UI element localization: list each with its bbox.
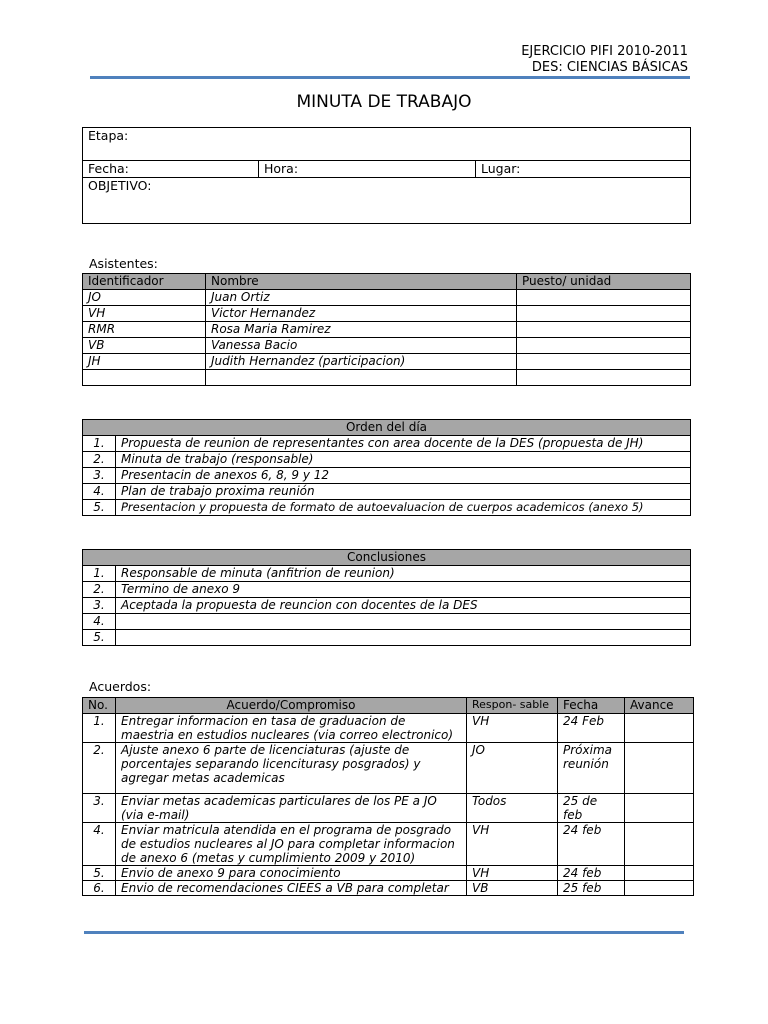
- orden-num: 5.: [83, 500, 116, 516]
- conclusiones-header: Conclusiones: [83, 550, 691, 566]
- acuerdo-responsable: VH: [467, 714, 558, 743]
- asistente-nombre: Juan Ortiz: [206, 290, 517, 306]
- acuerdo-text: Envio de recomendaciones CIEES a VB para completar: [116, 881, 467, 896]
- acuerdo-avance: [625, 714, 694, 743]
- conclusion-num: 3.: [83, 598, 116, 614]
- acuerdo-fecha: 25 feb: [558, 881, 625, 896]
- conclusion-item: Aceptada la propuesta de reuncion con docentes de la DES: [116, 598, 691, 614]
- acuerdo-num: 3.: [83, 794, 116, 823]
- acuerdo-num: 6.: [83, 881, 116, 896]
- orden-item: Plan de trabajo proxima reunión: [116, 484, 691, 500]
- acuerdo-num: 2.: [83, 743, 116, 794]
- table-row: [83, 500, 691, 516]
- asistente-id: RMR: [83, 322, 206, 338]
- conclusion-num: 4.: [83, 614, 116, 630]
- acuerdos-header-fecha: Fecha: [558, 698, 625, 714]
- acuerdo-responsable: VB: [467, 881, 558, 896]
- table-row: [83, 452, 691, 468]
- acuerdo-text: Enviar matricula atendida en el programa de posgrado de estudios nucleares al JO para completar informacion de anexo 6 (metas y cumplimiento 2009 y 2010): [116, 823, 467, 866]
- acuerdo-fecha: Próxima reunión: [558, 743, 625, 794]
- orden-num: 1.: [83, 436, 116, 452]
- asistentes-label: Asistentes:: [89, 256, 158, 271]
- acuerdo-text: Enviar metas academicas particulares de los PE a JO (via e-mail): [116, 794, 467, 823]
- acuerdo-fecha: 24 feb: [558, 866, 625, 881]
- asistente-puesto: [517, 354, 691, 370]
- table-row: [83, 566, 691, 582]
- conclusion-item: [116, 630, 691, 646]
- acuerdo-avance: [625, 823, 694, 866]
- asistentes-header-puesto: Puesto/ unidad: [517, 274, 691, 290]
- acuerdo-fecha: 24 Feb: [558, 714, 625, 743]
- asistente-puesto: [517, 306, 691, 322]
- acuerdo-num: 5.: [83, 866, 116, 881]
- table-row: [83, 290, 691, 306]
- table-row: [83, 823, 694, 866]
- conclusion-num: 5.: [83, 630, 116, 646]
- table-row: [83, 866, 694, 881]
- orden-item: Presentacion y propuesta de formato de autoevaluacion de cuerpos academicos (anexo 5): [116, 500, 691, 516]
- conclusion-item: [116, 614, 691, 630]
- acuerdo-responsable: VH: [467, 866, 558, 881]
- acuerdo-fecha: 24 feb: [558, 823, 625, 866]
- acuerdos-header-responsable: Respon- sable: [467, 698, 558, 714]
- asistente-nombre: Victor Hernandez: [206, 306, 517, 322]
- acuerdo-avance: [625, 794, 694, 823]
- table-row: [83, 743, 694, 794]
- asistente-id: VB: [83, 338, 206, 354]
- acuerdo-responsable: VH: [467, 823, 558, 866]
- acuerdo-responsable: JO: [467, 743, 558, 794]
- conclusiones-table: [82, 549, 691, 646]
- table-row: [83, 582, 691, 598]
- table-row: [83, 436, 691, 452]
- header-line-2: DES: CIENCIAS BÁSICAS: [531, 60, 688, 75]
- asistente-nombre: Vanessa Bacio: [206, 338, 517, 354]
- info-table: [82, 127, 691, 224]
- asistente-id: VH: [83, 306, 206, 322]
- fecha-label: Fecha:: [83, 161, 259, 178]
- asistentes-table: [82, 273, 691, 386]
- table-row: [83, 794, 694, 823]
- asistente-nombre: Judith Hernandez (participacion): [206, 354, 517, 370]
- asistente-nombre: [206, 370, 517, 386]
- orden-item: Minuta de trabajo (responsable): [116, 452, 691, 468]
- asistente-puesto: [517, 322, 691, 338]
- acuerdo-avance: [625, 866, 694, 881]
- orden-item: Presentacin de anexos 6, 8, 9 y 12: [116, 468, 691, 484]
- table-row: [83, 630, 691, 646]
- orden-num: 4.: [83, 484, 116, 500]
- page-title: MINUTA DE TRABAJO: [296, 92, 472, 112]
- footer-rule: [84, 931, 684, 934]
- acuerdo-text: Envio de anexo 9 para conocimiento: [116, 866, 467, 881]
- table-row: [83, 468, 691, 484]
- asistente-puesto: [517, 338, 691, 354]
- acuerdo-num: 4.: [83, 823, 116, 866]
- asistente-id: JH: [83, 354, 206, 370]
- table-row: [83, 614, 691, 630]
- table-row: [83, 354, 691, 370]
- asistente-id: [83, 370, 206, 386]
- acuerdos-header-avance: Avance: [625, 698, 694, 714]
- table-row: [83, 484, 691, 500]
- asistente-id: JO: [83, 290, 206, 306]
- table-row: [83, 306, 691, 322]
- acuerdos-header-acuerdo: Acuerdo/Compromiso: [116, 698, 467, 714]
- acuerdo-responsable: Todos: [467, 794, 558, 823]
- conclusion-item: Responsable de minuta (anfitrion de reunion): [116, 566, 691, 582]
- asistente-nombre: Rosa Maria Ramirez: [206, 322, 517, 338]
- acuerdos-header-no: No.: [83, 698, 116, 714]
- asistentes-header-nombre: Nombre: [206, 274, 517, 290]
- acuerdos-table: [82, 697, 694, 896]
- table-row: [83, 338, 691, 354]
- lugar-label: Lugar:: [476, 161, 691, 178]
- conclusion-num: 2.: [83, 582, 116, 598]
- acuerdo-text: Entregar informacion en tasa de graduacion de maestria en estudios nucleares (via correo electronico): [116, 714, 467, 743]
- asistentes-header-id: Identificador: [83, 274, 206, 290]
- hora-label: Hora:: [259, 161, 476, 178]
- header-line-1: EJERCICIO PIFI 2010-2011: [521, 44, 688, 59]
- asistente-puesto: [517, 290, 691, 306]
- acuerdo-avance: [625, 743, 694, 794]
- table-row: [83, 370, 691, 386]
- header-rule: [90, 76, 690, 79]
- table-row: [83, 881, 694, 896]
- acuerdo-avance: [625, 881, 694, 896]
- acuerdo-num: 1.: [83, 714, 116, 743]
- orden-num: 2.: [83, 452, 116, 468]
- table-row: [83, 322, 691, 338]
- conclusion-num: 1.: [83, 566, 116, 582]
- document-header: [521, 44, 688, 76]
- orden-header: Orden del día: [83, 420, 691, 436]
- conclusion-item: Termino de anexo 9: [116, 582, 691, 598]
- orden-item: Propuesta de reunion de representantes con area docente de la DES (propuesta de JH): [116, 436, 691, 452]
- acuerdo-text: Ajuste anexo 6 parte de licenciaturas (ajuste de porcentajes separando licenciturasy posgrados) y agregar metas academicas: [116, 743, 467, 794]
- acuerdo-fecha: 25 de feb: [558, 794, 625, 823]
- etapa-label: Etapa:: [83, 128, 691, 161]
- asistente-puesto: [517, 370, 691, 386]
- acuerdos-label: Acuerdos:: [89, 679, 152, 694]
- orden-table: [82, 419, 691, 516]
- orden-num: 3.: [83, 468, 116, 484]
- table-row: [83, 714, 694, 743]
- table-row: [83, 598, 691, 614]
- objetivo-label: OBJETIVO:: [83, 178, 691, 224]
